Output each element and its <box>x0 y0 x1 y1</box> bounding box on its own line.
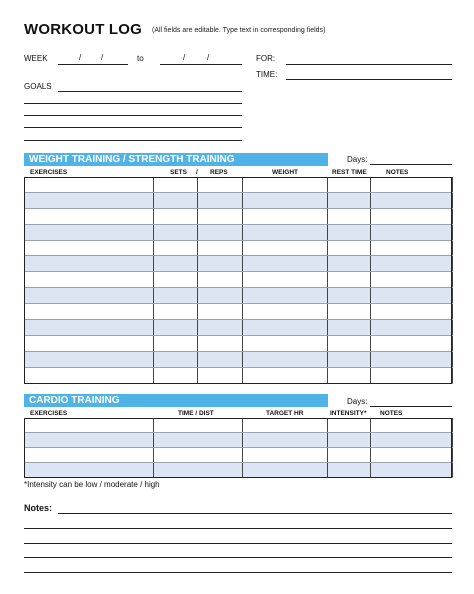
cardio-table-cell[interactable] <box>154 448 243 463</box>
weight-table-cell[interactable] <box>198 256 243 272</box>
weight-table-cell[interactable] <box>328 272 371 288</box>
col-rest-time: REST TIME <box>332 169 367 176</box>
cardio-col-time-dist: TIME / DIST <box>178 410 214 417</box>
weight-table-cell[interactable] <box>243 335 328 351</box>
weight-table-cell[interactable] <box>328 240 371 256</box>
cardio-table-cell[interactable] <box>371 418 453 433</box>
notes-label: Notes: <box>24 503 53 513</box>
col-reps: REPS <box>210 169 228 176</box>
week-end-slash-2: / <box>207 53 210 62</box>
cardio-days-field[interactable] <box>370 406 452 407</box>
weight-table-cell[interactable] <box>25 177 154 192</box>
weight-table-cell[interactable] <box>25 367 154 383</box>
notes-line-5[interactable] <box>24 572 452 573</box>
weight-table-cell[interactable] <box>243 272 328 288</box>
weight-table-cell[interactable] <box>154 177 198 192</box>
cardio-table-cell[interactable] <box>371 463 453 478</box>
cardio-table-cell[interactable] <box>243 448 328 463</box>
for-field[interactable] <box>286 64 452 65</box>
weight-table-cell[interactable] <box>243 256 328 272</box>
weight-table-cell[interactable] <box>198 304 243 320</box>
weight-table-cell[interactable] <box>25 224 154 240</box>
weight-table-cell[interactable] <box>371 335 453 351</box>
cardio-table-cell[interactable] <box>25 433 154 448</box>
cardio-table-row <box>25 418 453 433</box>
weight-table-cell[interactable] <box>198 177 243 192</box>
weight-table-cell[interactable] <box>243 367 328 383</box>
week-end-slash-1: / <box>183 53 186 62</box>
weight-table-cell[interactable] <box>328 177 371 192</box>
cardio-table-cell[interactable] <box>371 433 453 448</box>
goals-line-2[interactable] <box>24 103 242 104</box>
weight-days-label: Days: <box>347 155 368 164</box>
weight-table-cell[interactable] <box>328 335 371 351</box>
weight-table-cell[interactable] <box>25 272 154 288</box>
notes-line-4[interactable] <box>24 557 452 558</box>
week-label: WEEK <box>24 54 48 63</box>
weight-table-cell[interactable] <box>154 320 198 336</box>
weight-table-cell[interactable] <box>371 288 453 304</box>
weight-table-cell[interactable] <box>243 240 328 256</box>
weight-table-cell[interactable] <box>243 177 328 192</box>
weight-table-row <box>25 192 453 208</box>
weight-table-row <box>25 208 453 224</box>
weight-table-cell[interactable] <box>198 240 243 256</box>
weight-table-cell[interactable] <box>25 192 154 208</box>
weight-days-field[interactable] <box>370 164 452 165</box>
cardio-table-row <box>25 448 453 463</box>
weight-table-cell[interactable] <box>154 192 198 208</box>
weight-table-cell[interactable] <box>243 288 328 304</box>
weight-table-row <box>25 304 453 320</box>
time-label: TIME: <box>256 70 278 79</box>
weight-table-cell[interactable] <box>371 367 453 383</box>
weight-table-cell[interactable] <box>328 320 371 336</box>
weight-table-cell[interactable] <box>198 335 243 351</box>
weight-table-cell[interactable] <box>243 208 328 224</box>
weight-table-cell[interactable] <box>25 351 154 367</box>
weight-table-cell[interactable] <box>154 367 198 383</box>
weight-table-row <box>25 367 453 383</box>
weight-section-title: WEIGHT TRAINING / STRENGTH TRAINING <box>29 154 235 165</box>
cardio-col-notes: NOTES <box>380 410 403 417</box>
weight-table-cell[interactable] <box>328 208 371 224</box>
weight-table-row <box>25 272 453 288</box>
col-sets: SETS <box>170 169 187 176</box>
weight-table-cell[interactable] <box>154 335 198 351</box>
cardio-col-exercises: EXERCISES <box>30 410 68 417</box>
weight-table-cell[interactable] <box>371 208 453 224</box>
weight-table-cell[interactable] <box>198 192 243 208</box>
weight-table-cell[interactable] <box>371 240 453 256</box>
weight-table-row <box>25 224 453 240</box>
weight-table-cell[interactable] <box>25 320 154 336</box>
time-field[interactable] <box>286 79 452 80</box>
for-label: FOR: <box>256 54 276 63</box>
goals-line-3[interactable] <box>24 115 242 116</box>
goals-label: GOALS <box>24 82 52 91</box>
cardio-days-label: Days: <box>347 397 368 406</box>
col-notes: NOTES <box>386 169 409 176</box>
goals-line-5[interactable] <box>24 140 242 141</box>
weight-table-cell[interactable] <box>154 256 198 272</box>
col-exercises: EXERCISES <box>30 169 68 176</box>
notes-line-2[interactable] <box>24 528 452 529</box>
cardio-col-intensity: INTENSITY* <box>330 410 367 417</box>
weight-table-cell[interactable] <box>371 272 453 288</box>
week-start-slash-1: / <box>79 53 82 62</box>
cardio-table-cell[interactable] <box>154 463 243 478</box>
weight-table-row <box>25 240 453 256</box>
cardio-table-row <box>25 433 453 448</box>
weight-table-cell[interactable] <box>243 224 328 240</box>
cardio-table-cell[interactable] <box>25 448 154 463</box>
weight-table-cell[interactable] <box>25 288 154 304</box>
weight-table-row <box>25 177 453 192</box>
weight-table-cell[interactable] <box>25 335 154 351</box>
weight-table-cell[interactable] <box>198 208 243 224</box>
notes-line-1[interactable] <box>58 513 452 514</box>
weight-table-cell[interactable] <box>198 272 243 288</box>
week-end-field[interactable] <box>160 64 242 65</box>
cardio-table-cell[interactable] <box>243 463 328 478</box>
weight-table-cell[interactable] <box>328 351 371 367</box>
goals-line-4[interactable] <box>24 127 242 128</box>
weight-table-cell[interactable] <box>371 304 453 320</box>
cardio-table-cell[interactable] <box>243 433 328 448</box>
cardio-section-title: CARDIO TRAINING <box>29 395 120 406</box>
cardio-table-cell[interactable] <box>328 418 371 433</box>
weight-table-cell[interactable] <box>25 240 154 256</box>
weight-table-cell[interactable] <box>371 320 453 336</box>
cardio-training-table <box>24 418 453 478</box>
weight-table-row <box>25 320 453 336</box>
weight-training-table <box>24 177 453 384</box>
intensity-footnote: *Intensity can be low / moderate / high <box>24 480 160 489</box>
weight-table-cell[interactable] <box>154 288 198 304</box>
page-subtitle: (All fields are editable. Type text in corresponding fields) <box>152 27 326 34</box>
cardio-table-cell[interactable] <box>328 463 371 478</box>
cardio-table-cell[interactable] <box>154 433 243 448</box>
cardio-table-cell[interactable] <box>25 418 154 433</box>
weight-table-cell[interactable] <box>328 304 371 320</box>
weight-table-cell[interactable] <box>371 177 453 192</box>
weight-table-row <box>25 351 453 367</box>
weight-table-cell[interactable] <box>243 192 328 208</box>
week-start-slash-2: / <box>101 53 104 62</box>
weight-table-row <box>25 335 453 351</box>
weight-table-cell[interactable] <box>198 320 243 336</box>
weight-table-cell[interactable] <box>154 351 198 367</box>
weight-table-cell[interactable] <box>328 288 371 304</box>
cardio-table-row <box>25 463 453 478</box>
weight-table-cell[interactable] <box>328 256 371 272</box>
weight-table-cell[interactable] <box>25 256 154 272</box>
weight-table-cell[interactable] <box>154 272 198 288</box>
weight-table-cell[interactable] <box>154 304 198 320</box>
cardio-table-cell[interactable] <box>371 448 453 463</box>
cardio-table-cell[interactable] <box>243 418 328 433</box>
cardio-col-target-hr: TARGET HR <box>266 410 304 417</box>
weight-table-cell[interactable] <box>328 224 371 240</box>
weight-table-cell[interactable] <box>243 320 328 336</box>
weight-table-cell[interactable] <box>198 351 243 367</box>
goals-line-1[interactable] <box>58 91 242 92</box>
col-sets-reps-sep: / <box>196 169 198 176</box>
weight-table-cell[interactable] <box>25 304 154 320</box>
notes-line-3[interactable] <box>24 543 452 544</box>
weight-table-cell[interactable] <box>371 192 453 208</box>
weight-table-cell[interactable] <box>25 208 154 224</box>
weight-table-cell[interactable] <box>243 304 328 320</box>
weight-table-cell[interactable] <box>198 288 243 304</box>
to-label: to <box>137 54 144 63</box>
week-start-field[interactable] <box>58 64 128 65</box>
weight-table-row <box>25 288 453 304</box>
weight-table-cell[interactable] <box>243 351 328 367</box>
weight-table-cell[interactable] <box>154 224 198 240</box>
weight-table-cell[interactable] <box>328 192 371 208</box>
page-title: WORKOUT LOG <box>24 21 143 38</box>
weight-table-cell[interactable] <box>371 351 453 367</box>
weight-table-row <box>25 256 453 272</box>
weight-table-cell[interactable] <box>328 367 371 383</box>
weight-section-bar <box>24 153 328 166</box>
weight-table-cell[interactable] <box>371 224 453 240</box>
cardio-table-cell[interactable] <box>25 463 154 478</box>
weight-table-cell[interactable] <box>371 256 453 272</box>
col-weight: WEIGHT <box>272 169 298 176</box>
cardio-table-cell[interactable] <box>154 418 243 433</box>
cardio-section-bar <box>24 394 328 407</box>
weight-table-cell[interactable] <box>154 208 198 224</box>
cardio-table-cell[interactable] <box>328 448 371 463</box>
weight-table-cell[interactable] <box>154 240 198 256</box>
cardio-table-cell[interactable] <box>328 433 371 448</box>
weight-table-cell[interactable] <box>198 367 243 383</box>
weight-table-cell[interactable] <box>198 224 243 240</box>
